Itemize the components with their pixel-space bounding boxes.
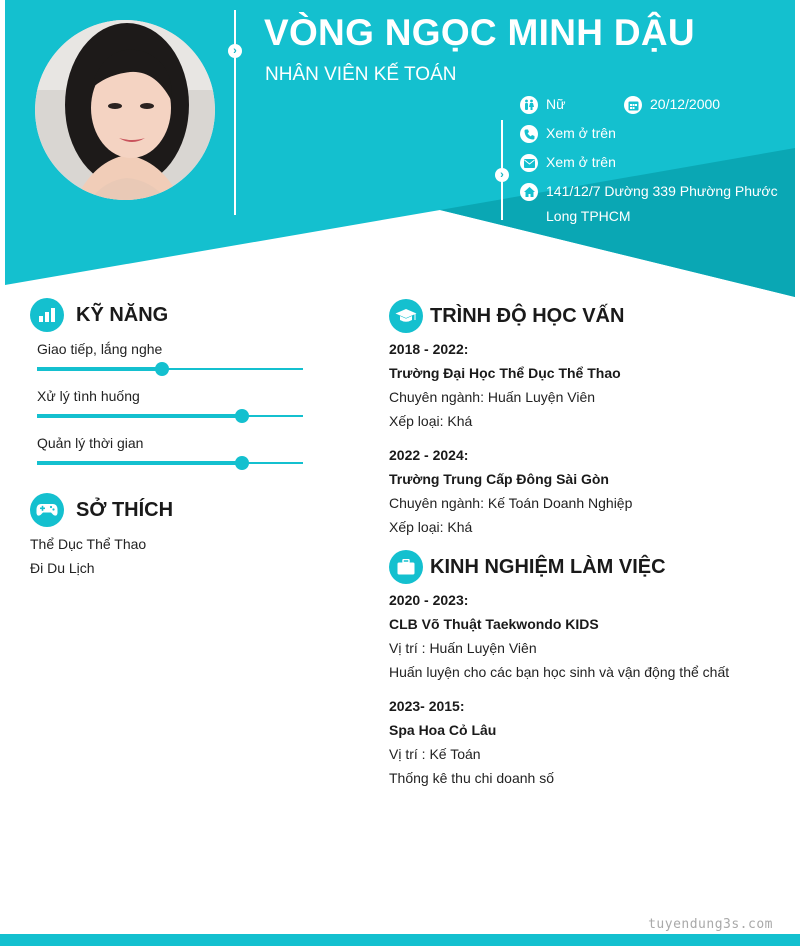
email-info: [520, 154, 616, 175]
phone-icon: [520, 125, 538, 143]
address-info: [520, 183, 778, 229]
skills-section-header: [30, 298, 168, 332]
calendar-icon: [624, 96, 642, 114]
education-grade: Xếp loại: Khá: [389, 519, 473, 535]
avatar: [35, 20, 215, 200]
education-title: TRÌNH ĐỘ HỌC VẤN: [430, 304, 625, 327]
skill-level-knob: [235, 456, 249, 470]
education-major: Chuyên ngành: Huấn Luyện Viên: [389, 389, 596, 405]
hobby-item: Thể Dục Thể Thao: [30, 536, 147, 552]
skill-label: Xử lý tình huống: [37, 388, 140, 404]
education-section-header: [389, 299, 624, 333]
gender-icon: [520, 96, 538, 114]
skill-level-knob: [235, 409, 249, 423]
footer-bar: [0, 934, 800, 946]
skill-item: [37, 341, 303, 370]
address-value: [546, 179, 778, 229]
experience-description: Thống kê thu chi doanh số: [389, 770, 555, 786]
skill-bar: [37, 415, 303, 417]
phone-value: Xem ở trên: [546, 125, 616, 141]
address-line-1: 141/12/7 Dường 339 Phường Phước: [546, 183, 778, 199]
skills-title: KỸ NĂNG: [76, 303, 169, 326]
skill-bar-fill: [37, 461, 242, 465]
experience-period: 2020 - 2023:: [389, 592, 469, 608]
education-grade: Xếp loại: Khá: [389, 413, 473, 429]
education-school: Trường Đại Học Thể Dục Thể Thao: [389, 365, 621, 381]
education-school: Trường Trung Cấp Đông Sài Gòn: [389, 471, 609, 487]
watermark: tuyendung3s.com: [648, 917, 773, 932]
experience-section-header: [389, 550, 666, 584]
email-value: Xem ở trên: [546, 154, 616, 170]
briefcase-icon: [389, 550, 423, 584]
gender-value: Nữ: [546, 96, 566, 112]
bar-chart-icon: [30, 298, 64, 332]
home-icon: [520, 183, 538, 201]
experience-company: CLB Võ Thuật Taekwondo KIDS: [389, 616, 599, 632]
chevron-right-icon: ›: [495, 168, 509, 182]
experience-period: 2023- 2015:: [389, 698, 465, 714]
hobbies-section-header: [30, 493, 173, 527]
hobbies-title: SỞ THÍCH: [76, 498, 174, 521]
chevron-right-icon: ›: [228, 44, 242, 58]
education-period: 2022 - 2024:: [389, 447, 469, 463]
experience-description: Huấn luyện cho các bạn học sinh và vận động thể chất: [389, 664, 730, 680]
birthday-info: [624, 96, 720, 117]
phone-info: [520, 125, 616, 146]
birthday-value: 20/12/2000: [650, 96, 721, 112]
education-period: 2018 - 2022:: [389, 341, 469, 357]
address-line-2: Long TPHCM: [546, 208, 631, 224]
job-title: NHÂN VIÊN KẾ TOÁN: [265, 64, 457, 85]
graduation-cap-icon: [389, 299, 423, 333]
experience-title: KINH NGHIỆM LÀM VIỆC: [430, 555, 666, 578]
skill-item: [37, 388, 303, 417]
skill-bar-fill: [37, 367, 162, 371]
education-major: Chuyên ngành: Kế Toán Doanh Nghiệp: [389, 495, 633, 511]
skill-label: Giao tiếp, lắng nghe: [37, 341, 163, 357]
experience-company: Spa Hoa Cỏ Lâu: [389, 722, 497, 738]
skill-bar: [37, 368, 303, 370]
email-icon: [520, 154, 538, 172]
skill-item: [37, 435, 303, 464]
gender-info: [520, 96, 565, 117]
experience-position: Vị trí : Kế Toán: [389, 746, 481, 762]
skill-bar-fill: [37, 414, 242, 418]
header-divider-line: [234, 10, 236, 215]
hobby-item: Đi Du Lịch: [30, 560, 95, 576]
candidate-name: VÒNG NGỌC MINH DẬU: [264, 12, 695, 53]
gamepad-icon: [30, 493, 64, 527]
experience-position: Vị trí : Huấn Luyện Viên: [389, 640, 537, 656]
skill-bar: [37, 462, 303, 464]
skill-label: Quản lý thời gian: [37, 435, 144, 451]
skill-level-knob: [155, 362, 169, 376]
